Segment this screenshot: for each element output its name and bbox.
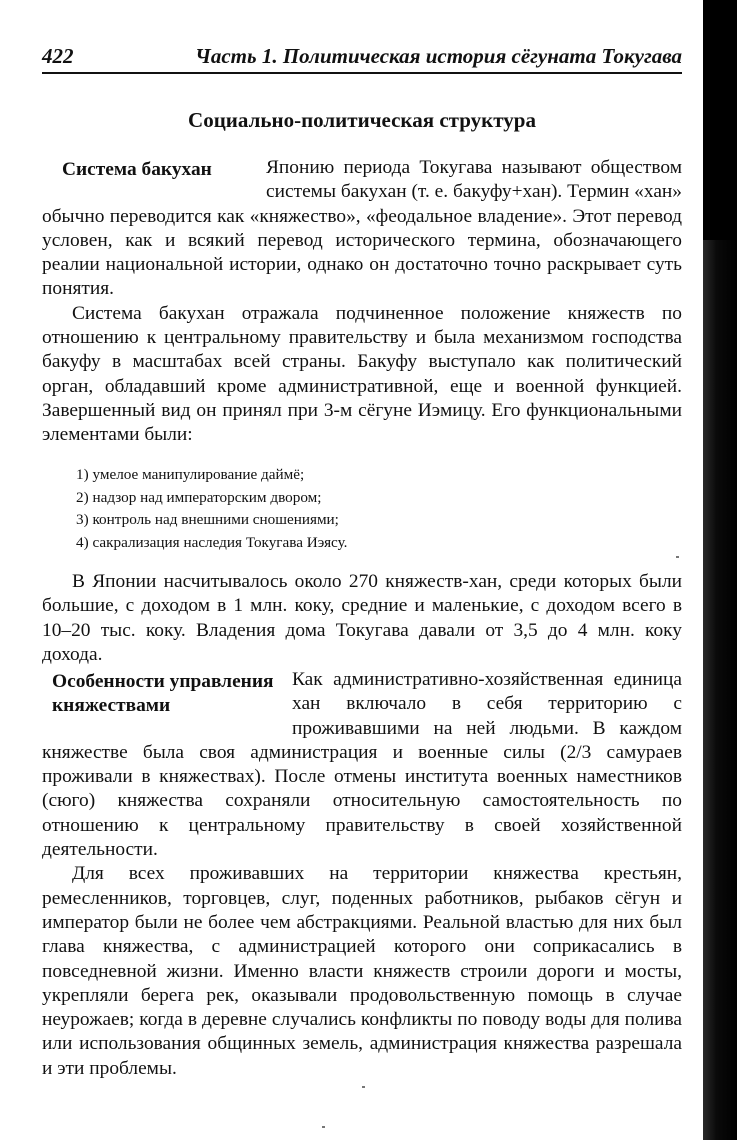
- scan-speck: [362, 1086, 365, 1088]
- text-block-3: [42, 668, 682, 1081]
- list-item: 4) сакрализация наследия Токугава Иэясу.: [76, 533, 348, 551]
- text-block-1: [42, 156, 682, 448]
- section-title: Социально-политическая структура: [188, 108, 536, 132]
- side-heading-management: Особенности управления княжествами: [52, 671, 274, 717]
- paragraph-3: В Японии насчитывалось около 270 княжеств-хан, среди которых были большие, с доходом в 1 млн. коку, средние и маленькие, с доходом всего в 10–20 тыс. коку. Владения дома Токугава давали от 3,5 до 4 млн. коку дохода.: [42, 571, 682, 665]
- list-item: 1) умелое манипулирование даймё;: [76, 466, 305, 483]
- list-item: 3) контроль над внешними сношениями;: [76, 511, 339, 528]
- scan-speck: [322, 1126, 325, 1128]
- paragraph-1: Японию периода Токугава называют обществом системы бакухан (т. е. бакуфу+хан). Термин «хан» обычно переводится как «княжество», «феодальное владение». Этот перевод условен, как и всякий перевод исторического термина, обозначающего реалии национальной истории, однако он достаточно точно раскрывает суть понятия.: [42, 157, 682, 300]
- scan-shadow-top: [703, 0, 737, 240]
- paragraph-4: Как административно-хозяйственная единица хан включало в себя территорию с проживавшими на ней людьми. В каждом княжестве была своя администрация и военные силы (2/3 самураев проживали в княжествах). После отмены института военных наместников (сюго) княжества сохраняли относительную самостоятельность по отношению к центральному правительству в своей хозяйственной деятельности.: [42, 669, 682, 861]
- page-number: 422: [42, 44, 74, 68]
- running-title: Часть 1. Политическая история сёгуната Токугава: [195, 44, 682, 68]
- paragraph-2: Система бакухан отражала подчиненное положение княжеств по отношению к центральному правительству и была механизмом господства бакуфу в масштабах всей страны. Бакуфу выступало как политический орган, обладавший кроме административной, еще и военной функцией. Завершенный вид он принял при 3-м сёгуне Иэмицу. Его функциональными элементами были:: [42, 302, 682, 446]
- scan-speck: [676, 556, 679, 558]
- functional-elements-list: [76, 464, 676, 554]
- list-item: 2) надзор над императорским двором;: [76, 488, 322, 506]
- paragraph-5: Для всех проживавших на территории княжества крестьян, ремесленников, торговцев, слуг, поденных работников, рыбаков сёгун и император были не более чем абстракциями. Реальной властью для них был глава княжества, с администрацией которого они соприкасались в повседневной жизни. Именно власти княжеств строили дороги и мосты, укрепляли берега рек, оказывали продовольственную помощь в случае неурожаев; когда в деревне случались конфликты по поводу воды для полива или использования общинных земель, администрация княжества разрешала и эти проблемы.: [42, 863, 682, 1079]
- running-header: [42, 44, 682, 74]
- text-block-2: [42, 570, 682, 667]
- side-heading-bakuhan: Система бакухан: [62, 159, 212, 180]
